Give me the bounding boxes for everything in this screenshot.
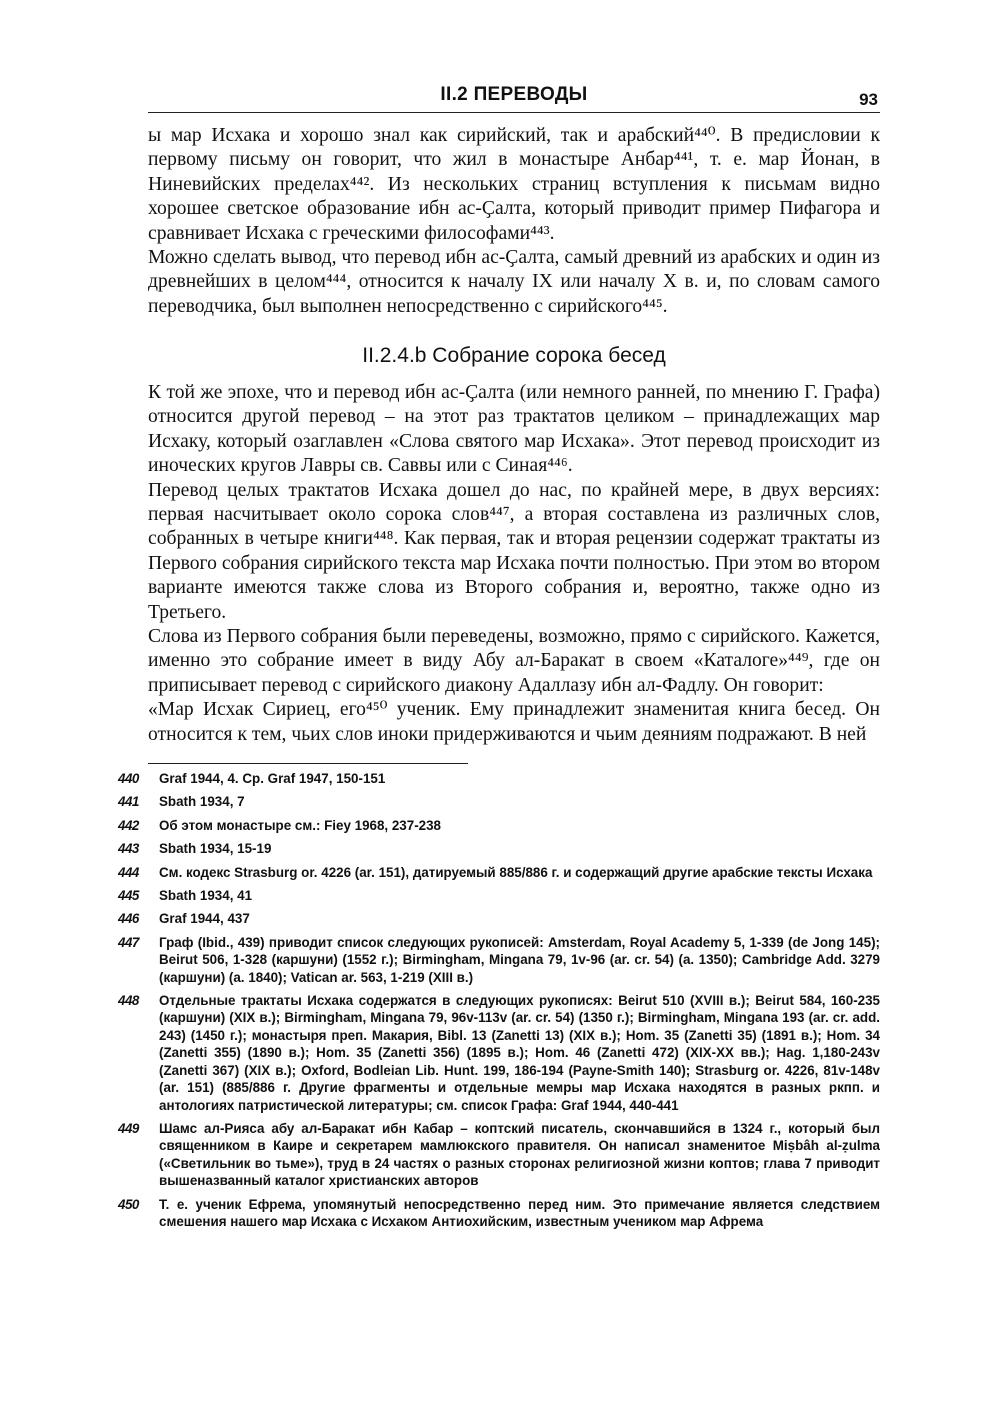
footnote <box>118 992 880 1114</box>
paragraph: ы мар Исхака и хорошо знал как сирийский, так и арабский⁴⁴⁰. В предисловии к первому письму он говорит, что жил в монастыре Анбар⁴⁴¹, т. е. мар Йонан, в Ниневийских пределах⁴⁴². Из нескольких страниц вступления к письмам видно хорошее светское образование ибн ас-Ҫалта, который приводит пример Пифагора и сравнивает Исхака с греческими философами⁴⁴³. <box>148 125 880 244</box>
footnote <box>118 840 880 857</box>
footnote-text: Sbath 1934, 41 <box>159 888 253 904</box>
body-text-top <box>148 124 880 319</box>
running-header <box>148 82 880 113</box>
footnote <box>118 1196 880 1231</box>
paragraph: Можно сделать вывод, что перевод ибн ас-Ҫалта, самый древний из арабских и один из древнейших в целом⁴⁴⁴, относится к началу IX или началу X в. и, по словам самого переводчика, был выполнен непосредственно с сирийского⁴⁴⁵. <box>148 247 880 317</box>
footnote-number: 447 <box>118 934 139 950</box>
footnote-text: Graf 1944, 437 <box>159 911 250 927</box>
footnote <box>118 1120 880 1190</box>
footnote-divider <box>148 763 468 764</box>
footnote-text: Шамс ал-Рияса абу ал-Баракат ибн Кабар – коптский писатель, скончавшийся в 1324 г., который был священником в Каире и секретарем мамлюкского правителя. Он написал знаменитое Miṣbâh al-ẓulma («Светильник во тьме»), труд в 24 частях о разных сторонах религиозной жизни коптов; глава 7 приводит вышеназванный каталог христианских авторов <box>159 1120 880 1189</box>
footnote <box>118 887 880 904</box>
body-text-bottom <box>148 381 880 747</box>
footnote-number: 442 <box>118 817 139 833</box>
footnote <box>118 864 880 881</box>
footnote-number: 445 <box>118 888 139 904</box>
footnotes <box>118 770 880 1236</box>
footnote-text: Отдельные трактаты Исхака содержатся в следующих рукописях: Beirut 510 (XVIII в.); Beirut 584, 160-235 (каршуни) (XIX в.); Birmingham, Mingana 79, 96v-113v (ar. cr. 54) (1350 г.); Birmingham, Mingana 193 (ar. cr. add. 243) (1450 г.); монастыря преп. Макария, Bibl. 13 (Zanetti 13) (XIX в.); Hom. 35 (Zanetti 35) (1891 в.); Hom. 34 (Zanetti 355) (1890 в.); Hom. 35 (Zanetti 356) (1895 в.); Hom. 46 (Zanetti 472) (XIX-XX вв.); Hag. 1,180-243v (Zanetti 367) (XIX в.); Oxford, Bodleian Lib. Hunt. 199, 186-194 (Payne-Smith 140); Strasburg or. 4226, 81v-148v (ar. 151) (885/886 г. Другие фрагменты и отдельные мемры мар Исхака находятся в разных ркпп. и антологиях патристической литературы; см. список Графа: Graf 1944, 440-441 <box>159 993 880 1113</box>
footnote-text: См. кодекс Strasburg or. 4226 (ar. 151), датируемый 885/886 г. и содержащий другие арабские тексты Исхака <box>159 864 873 880</box>
footnote-text: Graf 1944, 4. Cp. Graf 1947, 150-151 <box>159 771 386 786</box>
footnote-number: 441 <box>118 794 139 810</box>
footnote-number: 448 <box>118 993 139 1009</box>
footnote-text: Sbath 1934, 15-19 <box>159 841 272 857</box>
footnote-text: Т. е. ученик Ефрема, упомянутый непосредственно перед ним. Это примечание является следствием смешения нашего мар Исхака с Исхаком Антиохийским, известным учеником мар Афрема <box>159 1196 880 1229</box>
paragraph: К той же эпохе, что и перевод ибн ас-Ҫалта (или немного ранней, по мнению Г. Графа) относится другой перевод – на этот раз трактатов целиком – принадлежащих мар Исхаку, который озаглавлен «Слова святого мар Исхака». Этот перевод происходит из иноческих кругов Лавры св. Саввы или с Синая⁴⁴⁶. <box>148 382 880 477</box>
footnote <box>118 817 880 834</box>
footnote <box>118 934 880 986</box>
footnote-number: 444 <box>118 864 139 880</box>
footnote-number: 449 <box>118 1120 139 1136</box>
footnote-number: 450 <box>118 1196 139 1212</box>
footnote-text: Об этом монастыре см.: Fiey 1968, 237-238 <box>159 817 442 833</box>
section-heading: II.2.4.b Собрание сорока бесед <box>362 344 666 367</box>
footnote-text: Граф (Ibid., 439) приводит список следующих рукописей: Amsterdam, Royal Academy 5, 1-339 (de Jong 145); Beirut 506, 1-328 (каршуни) (1552 г.); Birmingham, Mingana 79, 1v-96 (ar. cr. 54) (a. 1350); Cambridge Add. 3279 (каршуни) (a. 1840); Vatican ar. 563, 1-219 (XIII в.) <box>159 934 880 985</box>
footnote <box>118 910 880 927</box>
footnote-number: 446 <box>118 911 139 927</box>
page-number: 93 <box>859 90 878 109</box>
paragraph: Слова из Первого собрания были переведены, возможно, прямо с сирийского. Кажется, именно это собрание имеет в виду Абу ал-Баракат в своем «Каталоге»⁴⁴⁹, где он приписывает перевод с сирийского диакону Адаллазу ибн ал-Фадлу. Он говорит: <box>148 626 880 696</box>
footnote <box>118 770 880 787</box>
footnote-number: 443 <box>118 841 139 857</box>
footnote <box>118 793 880 810</box>
paragraph: Перевод целых трактатов Исхака дошел до нас, по крайней мере, в двух версиях: первая насчитывает около сорока слов⁴⁴⁷, а вторая составлена из различных слов, собранных в четыре книги⁴⁴⁸. Как первая, так и вторая рецензии содержат трактаты из Первого собрания сирийского текста мар Исхака почти полностью. При этом во втором варианте имеются также слова из Второго собрания и, вероятно, также одно из Третьего. <box>148 479 880 623</box>
running-title: II.2 ПЕРЕВОДЫ <box>440 84 588 105</box>
footnote-text: Sbath 1934, 7 <box>159 794 245 810</box>
footnote-number: 440 <box>118 771 139 786</box>
paragraph: «Мар Исхак Сириец, его⁴⁵⁰ ученик. Ему принадлежит знаменитая книга бесед. Он относится к тем, чьих слов иноки придерживаются и чьим деяниям подражают. В ней <box>148 699 880 745</box>
